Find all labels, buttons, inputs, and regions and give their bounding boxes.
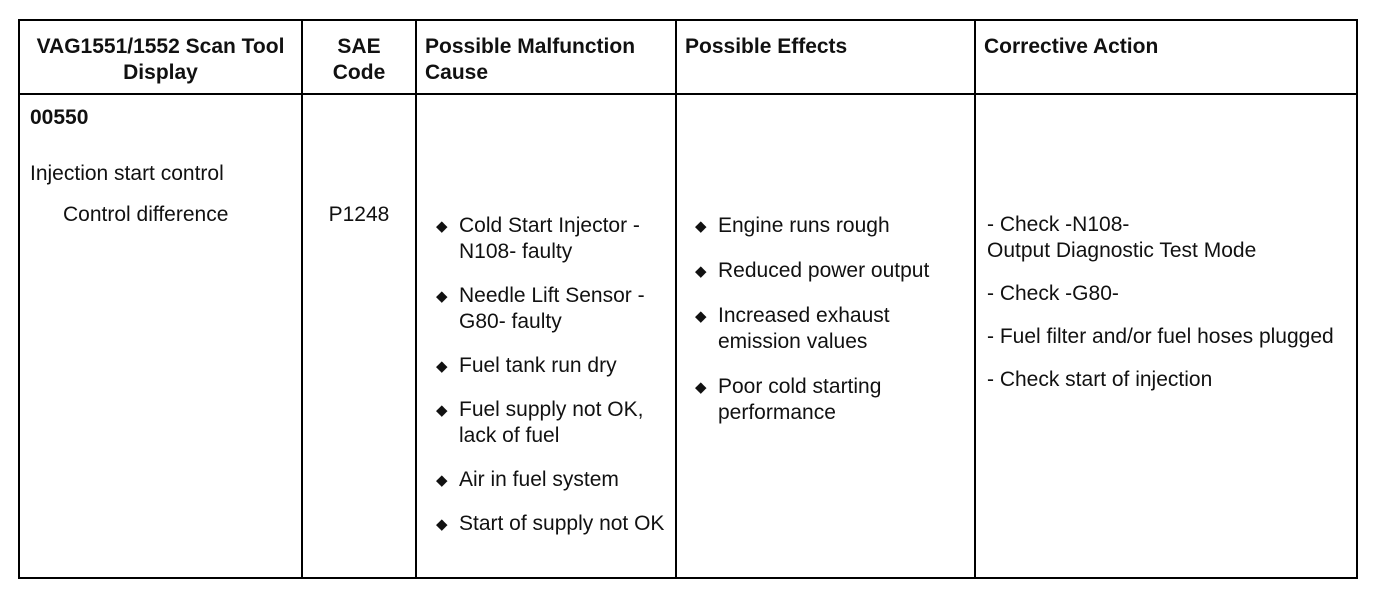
diamond-bullet-icon: ◆ (695, 263, 707, 280)
header-malfunction-cause-label: Possible Malfunction Cause (425, 35, 636, 84)
sae-code: P1248 (328, 203, 390, 226)
effects-cell (676, 94, 975, 578)
cause-item (434, 397, 665, 449)
header-scan-tool-display (19, 20, 302, 94)
effect-item (693, 213, 966, 239)
effect-item (693, 374, 966, 426)
fault-subtitle: Control difference (63, 203, 229, 226)
fault-title: Injection start control (30, 162, 224, 185)
diamond-bullet-icon: ◆ (695, 218, 707, 235)
effects-list (677, 95, 974, 426)
header-sae-code-label: SAE Code (332, 35, 386, 84)
table-row (19, 94, 1357, 578)
header-corrective-action (975, 20, 1357, 94)
action-item (987, 212, 1346, 264)
effect-item (693, 303, 966, 355)
fault-code-table (18, 19, 1358, 579)
cause-item (434, 353, 665, 379)
header-possible-effects-label: Possible Effects (685, 35, 848, 58)
effect-text: Increased exhaust emission values (718, 304, 890, 353)
action-list (976, 95, 1356, 393)
table-header-row (19, 20, 1357, 94)
diamond-bullet-icon: ◆ (436, 402, 448, 419)
cause-item (434, 213, 665, 265)
diamond-bullet-icon: ◆ (436, 288, 448, 305)
header-corrective-action-label: Corrective Action (984, 35, 1159, 58)
effect-text: Reduced power output (718, 259, 930, 282)
cause-text: Needle Lift Sensor -G80- faulty (459, 284, 645, 333)
cause-text: Air in fuel system (459, 468, 619, 491)
action-text: - Check -N108- (987, 213, 1130, 236)
action-item: - Check -G80- (987, 282, 1119, 305)
effect-item (693, 258, 966, 284)
cause-item (434, 283, 665, 335)
effect-text: Poor cold starting performance (718, 375, 882, 424)
diamond-bullet-icon: ◆ (695, 379, 707, 396)
diamond-bullet-icon: ◆ (436, 358, 448, 375)
fault-code: 00550 (30, 106, 89, 129)
action-text: Output Diagnostic Test Mode (987, 239, 1257, 262)
header-sae-code (302, 20, 416, 94)
cause-list (417, 95, 675, 537)
action-item: - Check start of injection (987, 368, 1213, 391)
diamond-bullet-icon: ◆ (436, 472, 448, 489)
cause-item (434, 511, 665, 537)
header-malfunction-cause (416, 20, 676, 94)
diamond-bullet-icon: ◆ (436, 516, 448, 533)
action-cell (975, 94, 1357, 578)
cause-text: Fuel supply not OK, lack of fuel (459, 398, 644, 447)
cause-text: Fuel tank run dry (459, 354, 617, 377)
action-item: - Fuel filter and/or fuel hoses plugged (987, 325, 1334, 348)
header-scan-tool-display-label: VAG1551/1552 Scan Tool Display (36, 35, 285, 84)
header-possible-effects (676, 20, 975, 94)
cause-text: Start of supply not OK (459, 512, 665, 535)
effect-text: Engine runs rough (718, 214, 890, 237)
display-cell (19, 94, 302, 578)
sae-cell (302, 94, 416, 578)
diamond-bullet-icon: ◆ (436, 218, 448, 235)
cause-cell (416, 94, 676, 578)
diamond-bullet-icon: ◆ (695, 308, 707, 325)
cause-text: Cold Start Injector -N108- faulty (459, 214, 640, 263)
cause-item (434, 467, 665, 493)
